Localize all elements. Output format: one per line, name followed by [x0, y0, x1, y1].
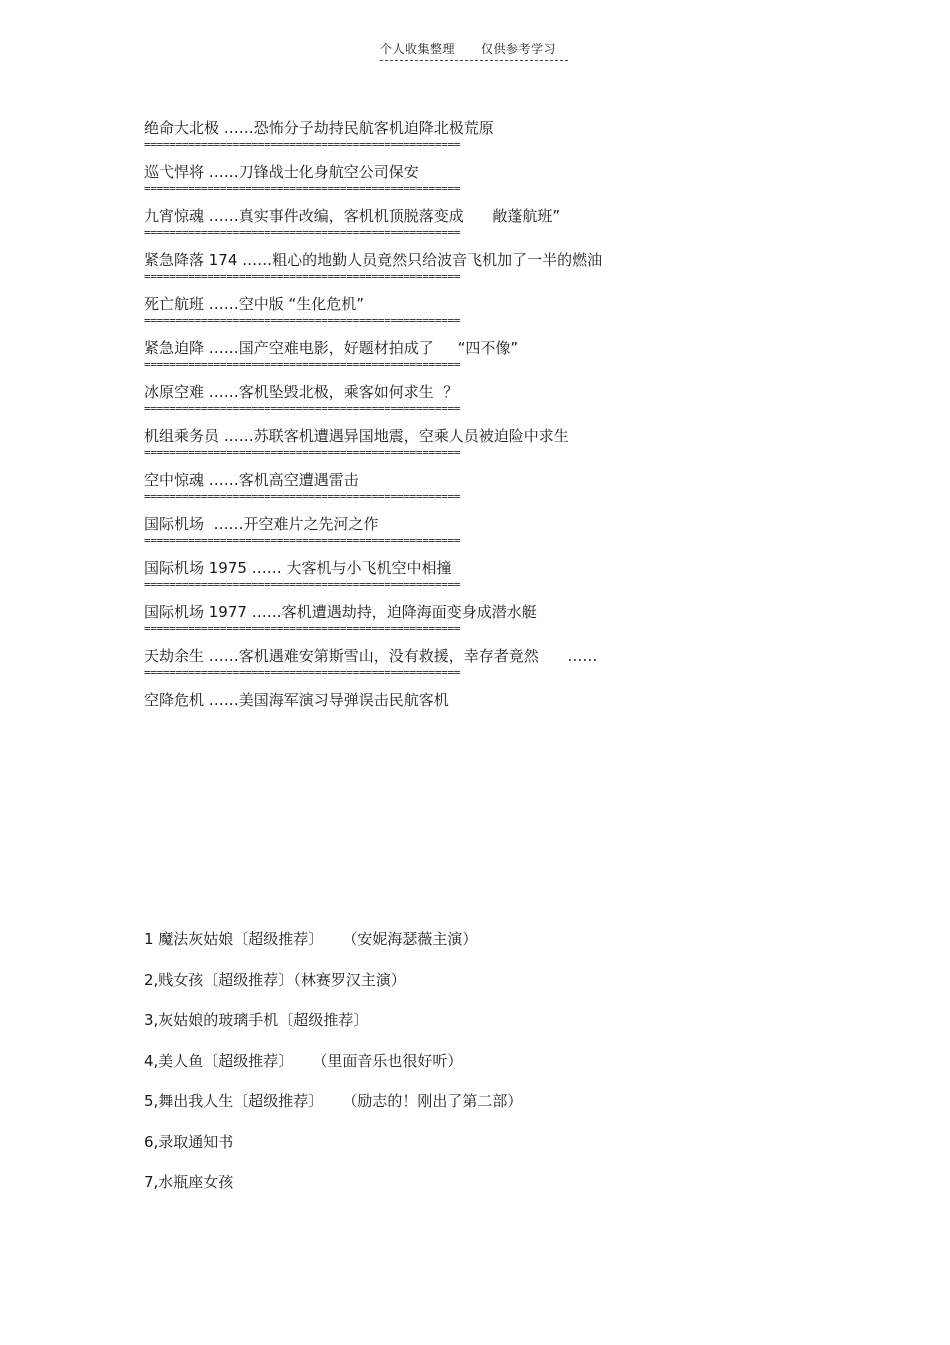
movie-entry: 紧急降落 174 ……粗心的地勤人员竟然只给波音飞机加了一半的燃油 — [144, 251, 603, 269]
list-item: 6,录取通知书 — [144, 1132, 234, 1151]
movie-entry: 国际机场 1977 ……客机遭遇劫持，迫降海面变身成潜水艇 — [144, 603, 537, 621]
movie-entry: 死亡航班 ……空中版 “生化危机” — [144, 295, 365, 313]
separator-line: ================================================== — [144, 490, 461, 503]
separator-line: ================================================== — [144, 138, 461, 151]
separator-line: ================================================== — [144, 182, 461, 195]
movie-entry: 空降危机 ……美国海军演习导弹误击民航客机 — [144, 691, 449, 709]
list-item: 2,贱女孩〔超级推荐〕（林赛罗汉主演） — [144, 970, 406, 989]
separator-line: ================================================== — [144, 578, 461, 591]
movie-entry: 冰原空难 ……客机坠毁北极，乘客如何求生 ？ — [144, 383, 459, 401]
header-right-text: 仅供参考学习 — [481, 42, 557, 56]
separator-line: ================================================== — [144, 226, 461, 239]
list-item: 5,舞出我人生〔超级推荐〕 （励志的！刚出了第二部） — [144, 1092, 523, 1110]
separator-line: ================================================== — [144, 622, 461, 635]
movie-entry: 机组乘务员 ……苏联客机遭遇异国地震，空乘人员被迫险中求生 — [144, 427, 569, 445]
movie-entry: 国际机场 1975 …… 大客机与小飞机空中相撞 — [144, 559, 452, 577]
separator-line: ================================================== — [144, 534, 461, 547]
separator-line: ================================================== — [144, 446, 461, 459]
list-item: 1 魔法灰姑娘〔超级推荐〕 （安妮海瑟薇主演） — [144, 930, 478, 948]
movie-entry: 紧急迫降 ……国产空难电影，好题材拍成了 “四不像” — [144, 339, 519, 357]
movie-entry: 巡弋悍将 ……刀锋战士化身航空公司保安 — [144, 163, 419, 181]
separator-line: ================================================== — [144, 314, 461, 327]
movie-entry: 国际机场 ……开空难片之先河之作 — [144, 515, 379, 533]
list-item: 3,灰姑娘的玻璃手机〔超级推荐〕 — [144, 1011, 369, 1029]
separator-line: ================================================== — [144, 402, 461, 415]
list-item: 4,美人鱼〔超级推荐〕 （里面音乐也很好听） — [144, 1051, 463, 1070]
movie-list — [144, 118, 704, 716]
recommendation-list — [144, 928, 744, 1212]
page-header — [380, 40, 568, 61]
separator-line: ================================================== — [144, 358, 461, 371]
separator-line: ================================================== — [144, 270, 461, 283]
movie-entry: 绝命大北极 ……恐怖分子劫持民航客机迫降北极荒原 — [144, 119, 494, 137]
movie-entry: 空中惊魂 ……客机高空遭遇雷击 — [144, 471, 359, 489]
header-left-text: 个人收集整理 — [380, 42, 456, 56]
movie-entry: 天劫余生 ……客机遇难安第斯雪山，没有救援，幸存者竟然 …… — [144, 647, 598, 665]
movie-entry: 九宵惊魂 ……真实事件改编，客机机顶脱落变成 敞蓬航班” — [144, 207, 561, 225]
list-item: 7,水瓶座女孩 — [144, 1173, 234, 1191]
separator-line: ================================================== — [144, 666, 461, 679]
